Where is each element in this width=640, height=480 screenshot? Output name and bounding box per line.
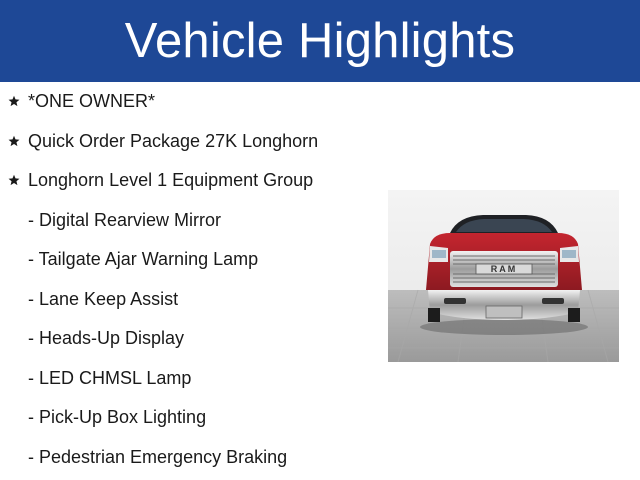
grille-badge: RAM (490, 264, 518, 274)
star-icon (8, 135, 20, 147)
feature-text: - Pick-Up Box Lighting (28, 406, 207, 427)
feature-text: *ONE OWNER* (28, 90, 156, 111)
feature-text: - Tailgate Ajar Warning Lamp (28, 248, 259, 269)
feature-text: Longhorn Level 1 Equipment Group (28, 169, 314, 190)
feature-text: Quick Order Package 27K Longhorn (28, 130, 319, 151)
vehicle-photo (388, 190, 619, 362)
feature-text: - Digital Rearview Mirror (28, 209, 222, 230)
star-icon (8, 95, 20, 107)
feature-text: - LED CHMSL Lamp (28, 367, 192, 388)
star-icon (8, 174, 20, 186)
header-banner (0, 0, 640, 82)
page-title: Vehicle Highlights (124, 14, 516, 68)
feature-text: - Heads-Up Display (28, 327, 185, 348)
feature-text: - Pedestrian Emergency Braking (28, 446, 288, 467)
truck-image (388, 190, 619, 362)
feature-text: - Lane Keep Assist (28, 288, 179, 309)
